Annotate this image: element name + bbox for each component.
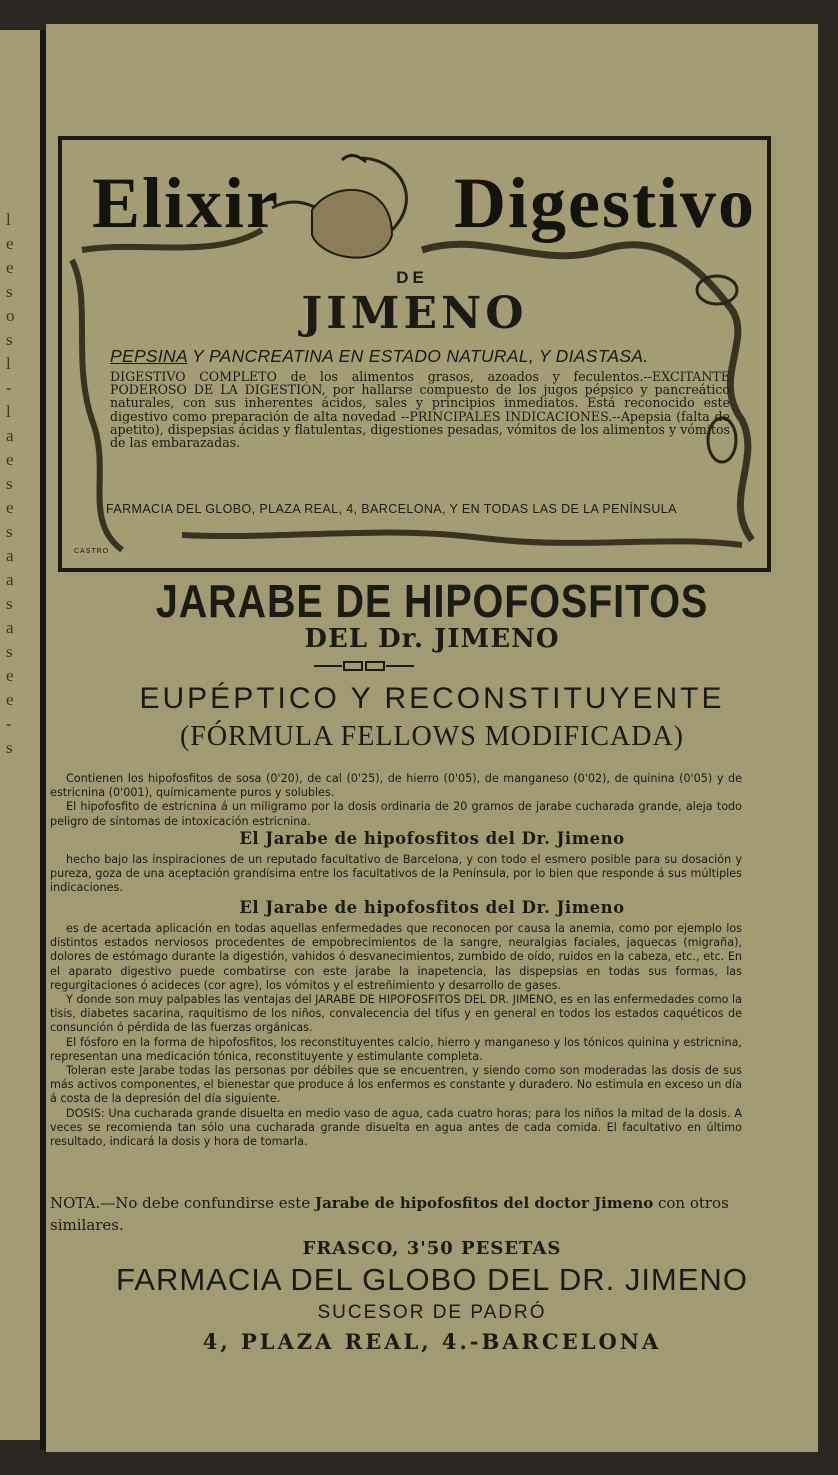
jarabe-title: JARABE DE HIPOFOSFITOS	[155, 575, 709, 627]
de-label: DE	[396, 268, 428, 287]
jarabe-subheading-1: El Jarabe de hipofosfitos del Dr. Jimeno	[239, 829, 625, 848]
pepsina-text: PEPSINA	[110, 346, 188, 366]
left-page-letter: e	[6, 258, 14, 277]
elixir-title: Elixir	[92, 163, 280, 243]
digestivo-title: Digestivo	[454, 163, 756, 243]
elixir-ad-frame	[58, 136, 771, 572]
price-line: FRASCO, 3'50 PESETAS	[302, 1238, 562, 1259]
pancreatina-text: Y PANCREATINA EN ESTADO NATURAL	[187, 346, 529, 366]
left-page-letter: e	[6, 450, 14, 469]
jarabe-author: DEL Dr. JIMENO	[304, 624, 560, 654]
nota-prefix: NOTA.—No debe confundirse este	[50, 1194, 315, 1212]
left-page-letter: s	[6, 642, 13, 661]
left-page-letter: o	[6, 306, 15, 325]
left-page-letter: e	[6, 234, 14, 253]
elixir-description: DIGESTIVO COMPLETO de los alimentos grasos, azoados y feculentos.--EXCITANTE PODEROSO DE LA DIGESTIÓN, por hallarse compuesto de los jugos pépsico y pancreático naturales, con sus inherentes ácidos, sales y principios inmediatos. Está reconocido este digestivo como preparación de alta novedad --PRINCIPALES INDICACIONES.--Apepsia (falta de apetito), dispepsias ácidas y flatulentas, digestiones pesadas, vómitos de los alimentos y vómitos de las embarazadas.	[110, 369, 730, 451]
left-page-letter: l	[6, 354, 11, 373]
reputation-paragraphs	[50, 853, 742, 896]
advertisement-page	[46, 24, 818, 1452]
anemia-paragraph: es de acertada aplicación en todas aquellas enfermedades que reconocen por causa la anemia, como por ejemplo los distintos estados nerviosos procedentes de empobrecimientos de la sangre, neuralgias faciales, jaquecas (migraña), dolores de estómago durante la digestión, vahidos ó desvanecimientos, zumbido de oído, ruidos en la cabeza, etc., etc. En el aparato digestivo puede combatirse con este jarabe la inapetencia, las dispepsias en todas sus formas, las regurgitaciones ó acideces (cor agre), los vómitos y el estreñimiento y desarrollo de gases.	[50, 922, 742, 992]
address-line: 4, PLAZA REAL, 4.-BARCELONA	[202, 1329, 662, 1354]
nota-warning	[50, 1192, 742, 1236]
composition-paragraphs	[50, 772, 742, 829]
phosphorus-paragraph: El fósforo en la forma de hipofosfitos, los reconstituyentes calcio, hierro y manganeso y los tónicos quinina y estricnina, representan una medicación tónica, reconstituyente y estimulante completa.	[50, 1035, 742, 1063]
left-page-letter: e	[6, 498, 14, 517]
left-page-letter: s	[6, 594, 13, 613]
strychnine-paragraph: El hipofosfito de estricnina á un miligramo por la dosis ordinaria de 20 gramos de jarabe cucharada grande, aleja todo peligro de síntomas de intoxicación estricnina.	[50, 800, 742, 828]
left-page-letter: e	[6, 690, 14, 709]
left-page-letter: s	[6, 738, 13, 757]
ingredients-line	[110, 346, 730, 367]
advantages-paragraph: Y donde son muy palpables las ventajas del JARABE DE HIPOFOSFITOS DEL DR. JIMENO, es en las enfermedades como la tisis, diabetes sacarina, raquitismo de los niños, convalecencia del tifus y en general en todos los estados caquéticos de consunción ó pérdida de las fuerzas orgánicas.	[50, 993, 742, 1035]
indications-paragraphs	[50, 922, 742, 1149]
left-page-letter: l	[6, 402, 11, 421]
elixir-pharmacy-line: FARMACIA DEL GLOBO, PLAZA REAL, 4, BARCELONA, Y EN TODAS LAS DE LA PENÍNSULA	[106, 502, 677, 516]
diastasa-text: , Y DIASTASA.	[528, 346, 649, 366]
left-page-letter: e	[6, 666, 14, 685]
tolerance-paragraph: Toleran este Jarabe todas las personas por débiles que se encuentren, y siendo como son moderadas las dosis de sus más activos componentes, el bienestar que produce á los enfermos es constante y duradero. No estimula en exceso un día á costa de la depresión del día siguiente.	[50, 1064, 742, 1106]
left-facing-page	[0, 30, 40, 1440]
nota-suffix: con otros similares.	[50, 1194, 729, 1234]
jarabe-subheading-2: El Jarabe de hipofosfitos del Dr. Jimeno	[239, 898, 625, 917]
decorative-divider	[314, 660, 414, 672]
jarabe-formula: (FÓRMULA FELLOWS MODIFICADA)	[179, 721, 684, 752]
pharmacy-name: FARMACIA DEL GLOBO DEL DR. JIMENO	[116, 1262, 748, 1297]
jimeno-heading: JIMENO	[301, 288, 528, 339]
left-page-letter: a	[6, 546, 14, 565]
dosage-paragraph: DOSIS: Una cucharada grande disuelta en medio vaso de agua, cada cuatro horas; para los niños la mitad de la dosis. A veces se recomienda tan sólo una cucharada grande disuelta en agua antes de cada comida. El facultativo en último resultado, indicará la dosis y hora de tomarla.	[50, 1106, 742, 1149]
left-page-letter: a	[6, 426, 14, 445]
composition-paragraph: Contienen los hipofosfitos de sosa (0'20), de cal (0'25), de hierro (0'05), de manganeso (0'02), de quinina (0'05) y de estricnina (0'001), químicamente puros y solubles.	[50, 772, 742, 800]
nota-product: Jarabe de hipofosfitos del doctor Jimeno	[314, 1194, 654, 1212]
left-page-letter: s	[6, 282, 13, 301]
left-page-letter: s	[6, 474, 13, 493]
reputation-paragraph: hecho bajo las inspiraciones de un reputado facultativo de Barcelona, y con todo el esmero posible para su dosación y pureza, goza de una aceptación grandísima entre los facultativos de la Península, por lo bien que responde á sus múltiples indicaciones.	[50, 853, 742, 895]
successor-line: SUCESOR DE PADRÓ	[317, 1302, 547, 1323]
left-page-letter: -	[6, 378, 12, 397]
artist-signature: CASTRO	[74, 548, 110, 555]
page-edge	[818, 20, 838, 1460]
left-page-letter: l	[6, 210, 11, 229]
left-page-letter: -	[6, 714, 12, 733]
left-page-letter: s	[6, 522, 13, 541]
left-page-letter: a	[6, 570, 14, 589]
jarabe-tagline: EUPÉPTICO Y RECONSTITUYENTE	[139, 682, 725, 715]
left-page-letter: s	[6, 330, 13, 349]
left-page-letter: a	[6, 618, 14, 637]
